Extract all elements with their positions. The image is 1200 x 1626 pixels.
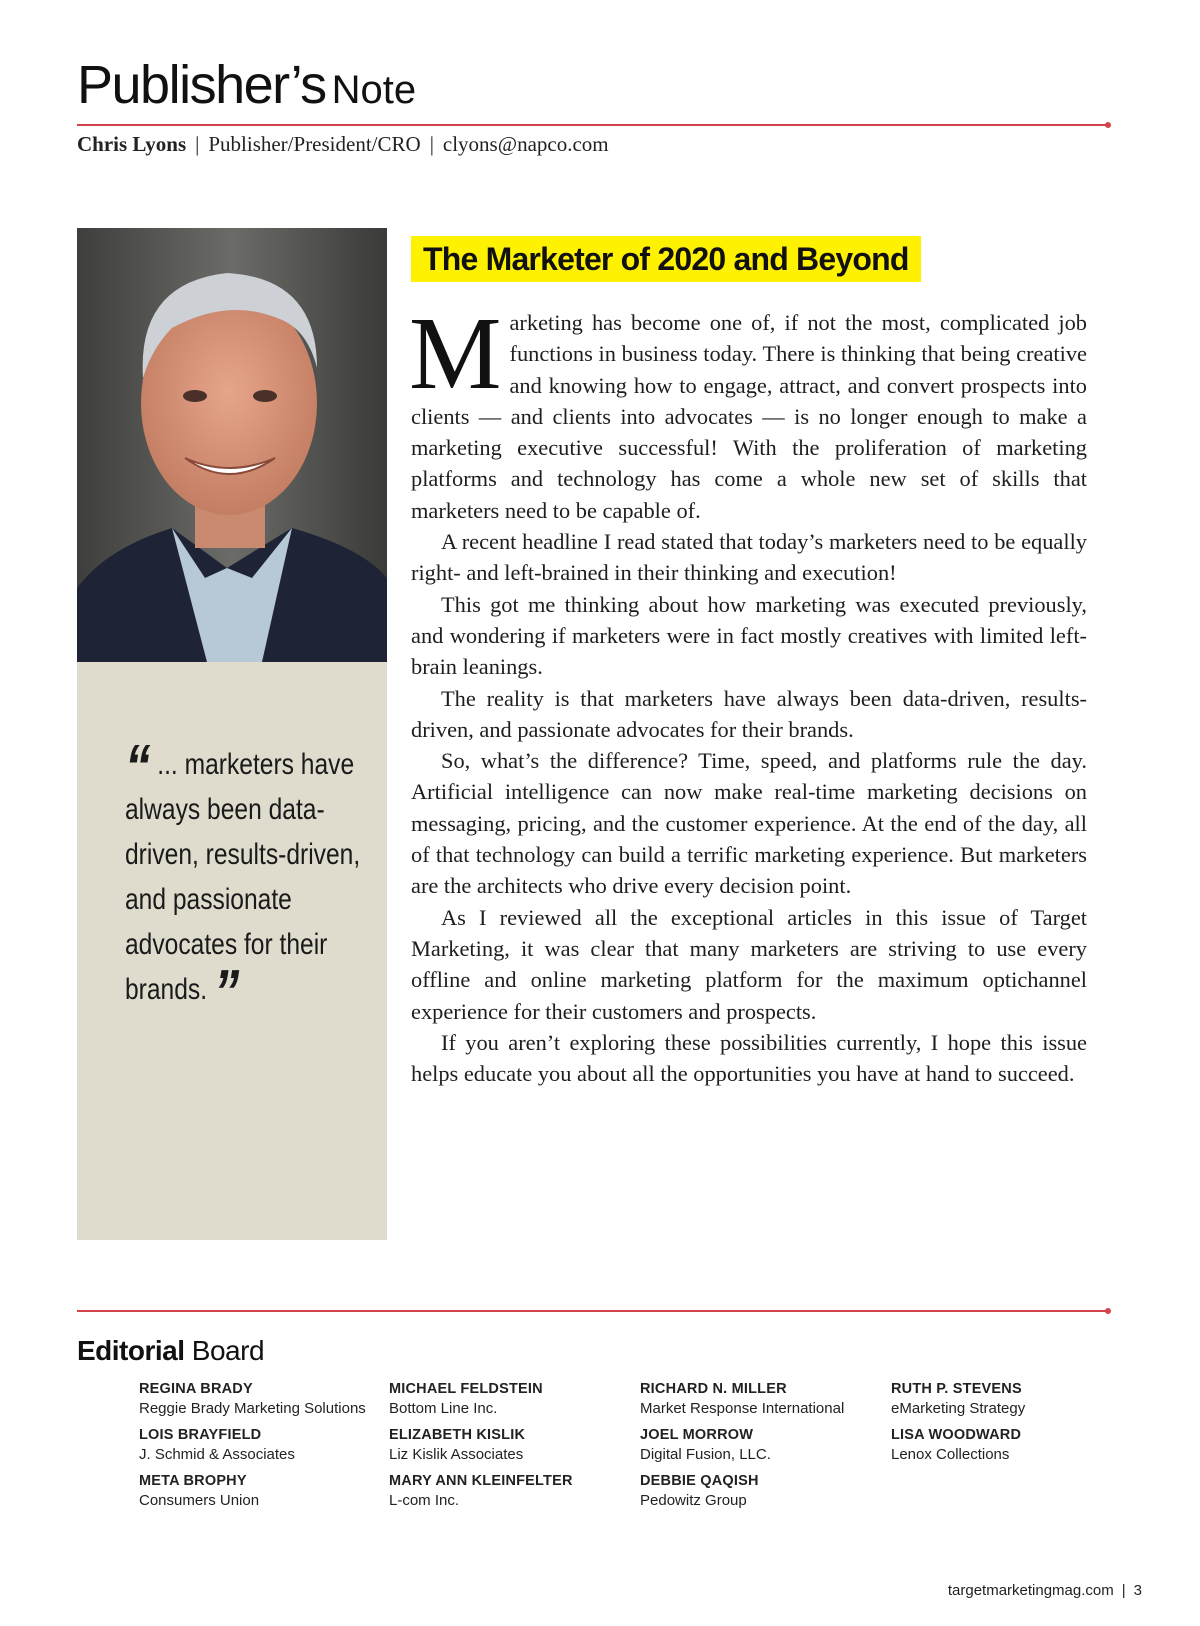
author-role: Publisher/President/CRO (208, 132, 421, 156)
article-paragraph: A recent headline I read stated that today’s marketers need to be equally right- and left-brained in their thinking and execution! (411, 529, 1087, 586)
board-member: META BROPHY Consumers Union (139, 1473, 260, 1509)
board-member: LISA WOODWARD Lenox Collections (891, 1427, 1022, 1463)
board-member: REGINA BRADY Reggie Brady Marketing Solutions (139, 1381, 366, 1417)
board-column-4 (891, 1380, 1131, 1472)
author-name: Chris Lyons (77, 132, 187, 156)
open-quote-icon: “ (125, 733, 151, 802)
byline: Chris Lyons | Publisher/President/CRO | clyons@napco.com (77, 132, 609, 156)
board-member: LOIS BRAYFIELD J. Schmid & Associates (139, 1427, 295, 1463)
board-member: MICHAEL FELDSTEIN Bottom Line Inc. (389, 1381, 543, 1417)
pull-quote-text: ... marketers have always been data-driven, results-driven, and passionate advocates for their brands. (125, 748, 361, 1006)
drop-cap: M (409, 296, 502, 411)
portrait-image (77, 228, 387, 662)
board-member: DEBBIE QAQISH Pedowitz Group (640, 1473, 759, 1509)
footer-site-link[interactable]: targetmarketingmag.com (947, 1582, 1114, 1599)
article-paragraph: The reality is that marketers have always been data-driven, results-driven, and passionate advocates for their brands. (411, 685, 1087, 742)
author-photo (77, 228, 387, 662)
board-column-3 (640, 1380, 880, 1518)
board-member: MARY ANN KLEINFELTER L-com Inc. (389, 1473, 573, 1509)
editorial-board-title: Editorial Board (77, 1335, 265, 1366)
article-paragraph: So, what’s the difference? Time, speed, and platforms rule the day. Artificial intelligence can now make real-time marketing decisions on messaging, pricing, and the customer experience. At the end of the day, all of that technology can build a terrific marketing experience. But marketers are the architects who drive every decision point. (411, 748, 1087, 899)
pull-quote-box (77, 662, 387, 1240)
board-member: JOEL MORROW Digital Fusion, LLC. (640, 1427, 771, 1463)
page-footer: targetmarketingmag.com | 3 (947, 1582, 1142, 1599)
page-title-bold: Publisher’s (77, 55, 326, 115)
page-title (77, 55, 1127, 115)
article-headline: The Marketer of 2020 and Beyond (411, 236, 921, 282)
board-column-2 (389, 1380, 629, 1518)
board-member: ELIZABETH KISLIK Liz Kislik Associates (389, 1427, 526, 1463)
board-divider (77, 1310, 1107, 1312)
article-body (409, 296, 1087, 1089)
page-header (77, 55, 1127, 115)
article-paragraph: If you aren’t exploring these possibilities currently, I hope this issue helps educate you about all the opportunities you have at hand to succeed. (411, 1029, 1087, 1087)
page-number: 3 (1133, 1582, 1142, 1599)
article-paragraph: As I reviewed all the exceptional articles in this issue of Target Marketing, it was clear that many marketers are striving to use every offline and online marketing platform for the maximum optichannel experience for their customers and prospects. (411, 904, 1087, 1024)
board-member: RUTH P. STEVENS eMarketing Strategy (891, 1381, 1026, 1417)
board-member: RICHARD N. MILLER Market Response International (640, 1381, 845, 1417)
pull-quote (125, 733, 371, 1027)
author-email[interactable]: clyons@napco.com (442, 132, 609, 156)
close-quote-icon: ” (213, 958, 240, 1027)
page-title-light: Note (331, 68, 417, 112)
article-paragraph: Marketing has become one of, if not the most, complicated job functions in business today. There is thinking that being creative and knowing how to engage, attract, and convert prospects into clients — and clients into advocates — is no longer enough to make a marketing executive successful! With the proliferation of marketing platforms and technology has come a whole new set of skills that marketers need to be capable of. (409, 296, 1087, 523)
board-column-1 (139, 1380, 379, 1518)
article-paragraph: This got me thinking about how marketing was executed previously, and wondering if marketers were in fact mostly creatives with limited left-brain leanings. (411, 591, 1087, 680)
header-divider (77, 124, 1107, 126)
